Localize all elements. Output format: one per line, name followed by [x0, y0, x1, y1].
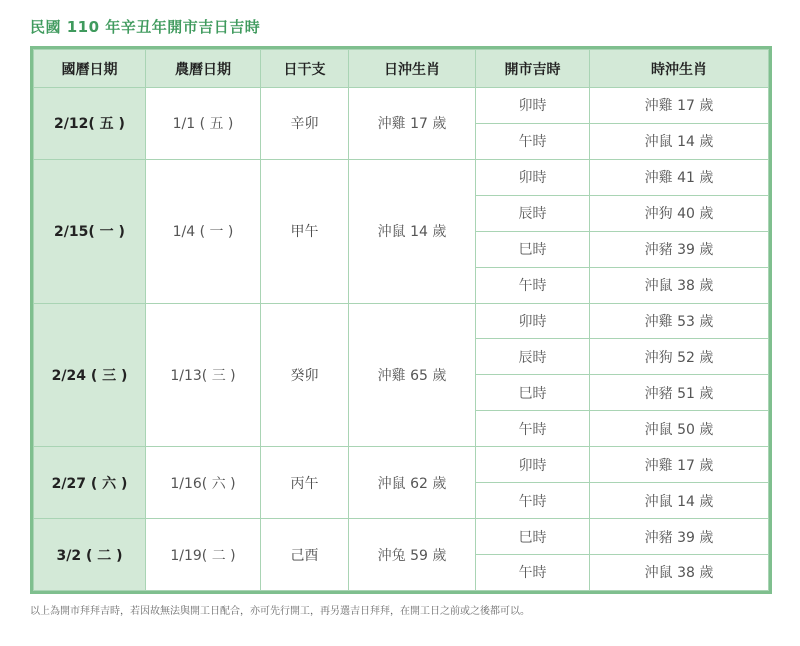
- table-row: [34, 159, 769, 195]
- auspicious-hour-cell: 午時: [476, 483, 590, 519]
- footnote: 以上為開市拜拜吉時，若因故無法與開工日配合，亦可先行開工，再另選吉日拜拜，在開工日之前或之後都可以。: [30, 606, 530, 617]
- gregorian-date-cell: 2/24 ( 三 ): [34, 303, 146, 447]
- table-row: [34, 88, 769, 124]
- page-title: 民國 110 年辛丑年開市吉日吉時: [30, 18, 261, 36]
- auspicious-hour-cell: 卯時: [476, 303, 590, 339]
- hour-clash-cell: 沖雞 17 歲: [590, 447, 769, 483]
- column-header-gregorian-date: 國曆日期: [34, 50, 146, 88]
- gregorian-date-cell: 2/12( 五 ): [34, 88, 146, 160]
- lunar-date-cell: 1/13( 三 ): [146, 303, 261, 447]
- gregorian-date-cell: 2/27 ( 六 ): [34, 447, 146, 519]
- hour-clash-cell: 沖鼠 50 歲: [590, 411, 769, 447]
- hour-clash-cell: 沖雞 17 歲: [590, 88, 769, 124]
- auspicious-hour-cell: 辰時: [476, 339, 590, 375]
- column-header-day-ganzhi: 日干支: [261, 50, 349, 88]
- gregorian-date-cell: 3/2 ( 二 ): [34, 519, 146, 591]
- lunar-date-cell: 1/1 ( 五 ): [146, 88, 261, 160]
- hour-clash-cell: 沖狗 52 歲: [590, 339, 769, 375]
- auspicious-hour-cell: 卯時: [476, 88, 590, 124]
- table-row: [34, 447, 769, 483]
- day-clash-cell: 沖雞 65 歲: [349, 303, 476, 447]
- day-ganzhi-cell: 丙午: [261, 447, 349, 519]
- auspicious-hour-cell: 巳時: [476, 231, 590, 267]
- auspicious-hour-cell: 午時: [476, 554, 590, 590]
- auspicious-hour-cell: 巳時: [476, 375, 590, 411]
- day-ganzhi-cell: 辛卯: [261, 88, 349, 160]
- auspicious-hour-cell: 巳時: [476, 519, 590, 555]
- hour-clash-cell: 沖鼠 38 歲: [590, 267, 769, 303]
- day-ganzhi-cell: 癸卯: [261, 303, 349, 447]
- auspicious-hour-cell: 午時: [476, 411, 590, 447]
- auspicious-hour-cell: 辰時: [476, 195, 590, 231]
- hour-clash-cell: 沖豬 39 歲: [590, 231, 769, 267]
- table-row: [34, 519, 769, 555]
- auspicious-hour-cell: 午時: [476, 123, 590, 159]
- column-header-day-clash: 日沖生肖: [349, 50, 476, 88]
- day-ganzhi-cell: 甲午: [261, 159, 349, 303]
- day-clash-cell: 沖鼠 62 歲: [349, 447, 476, 519]
- table-header-row: [34, 50, 769, 88]
- column-header-hour-clash: 時沖生肖: [590, 50, 769, 88]
- auspicious-hour-cell: 卯時: [476, 159, 590, 195]
- auspicious-hour-cell: 卯時: [476, 447, 590, 483]
- hour-clash-cell: 沖鼠 14 歲: [590, 483, 769, 519]
- column-header-auspicious-hour: 開市吉時: [476, 50, 590, 88]
- auspicious-hour-cell: 午時: [476, 267, 590, 303]
- lunar-date-cell: 1/19( 二 ): [146, 519, 261, 591]
- hour-clash-cell: 沖鼠 38 歲: [590, 554, 769, 590]
- day-clash-cell: 沖兔 59 歲: [349, 519, 476, 591]
- lunar-date-cell: 1/16( 六 ): [146, 447, 261, 519]
- day-clash-cell: 沖雞 17 歲: [349, 88, 476, 160]
- hour-clash-cell: 沖雞 53 歲: [590, 303, 769, 339]
- day-clash-cell: 沖鼠 14 歲: [349, 159, 476, 303]
- table-row: [34, 303, 769, 339]
- lunar-date-cell: 1/4 ( 一 ): [146, 159, 261, 303]
- hour-clash-cell: 沖狗 40 歲: [590, 195, 769, 231]
- hour-clash-cell: 沖雞 41 歲: [590, 159, 769, 195]
- auspicious-days-table: [33, 49, 769, 591]
- table-body: [34, 88, 769, 591]
- day-ganzhi-cell: 己酉: [261, 519, 349, 591]
- hour-clash-cell: 沖鼠 14 歲: [590, 123, 769, 159]
- hour-clash-cell: 沖豬 39 歲: [590, 519, 769, 555]
- gregorian-date-cell: 2/15( 一 ): [34, 159, 146, 303]
- column-header-lunar-date: 農曆日期: [146, 50, 261, 88]
- hour-clash-cell: 沖豬 51 歲: [590, 375, 769, 411]
- auspicious-days-table-container: [30, 46, 772, 594]
